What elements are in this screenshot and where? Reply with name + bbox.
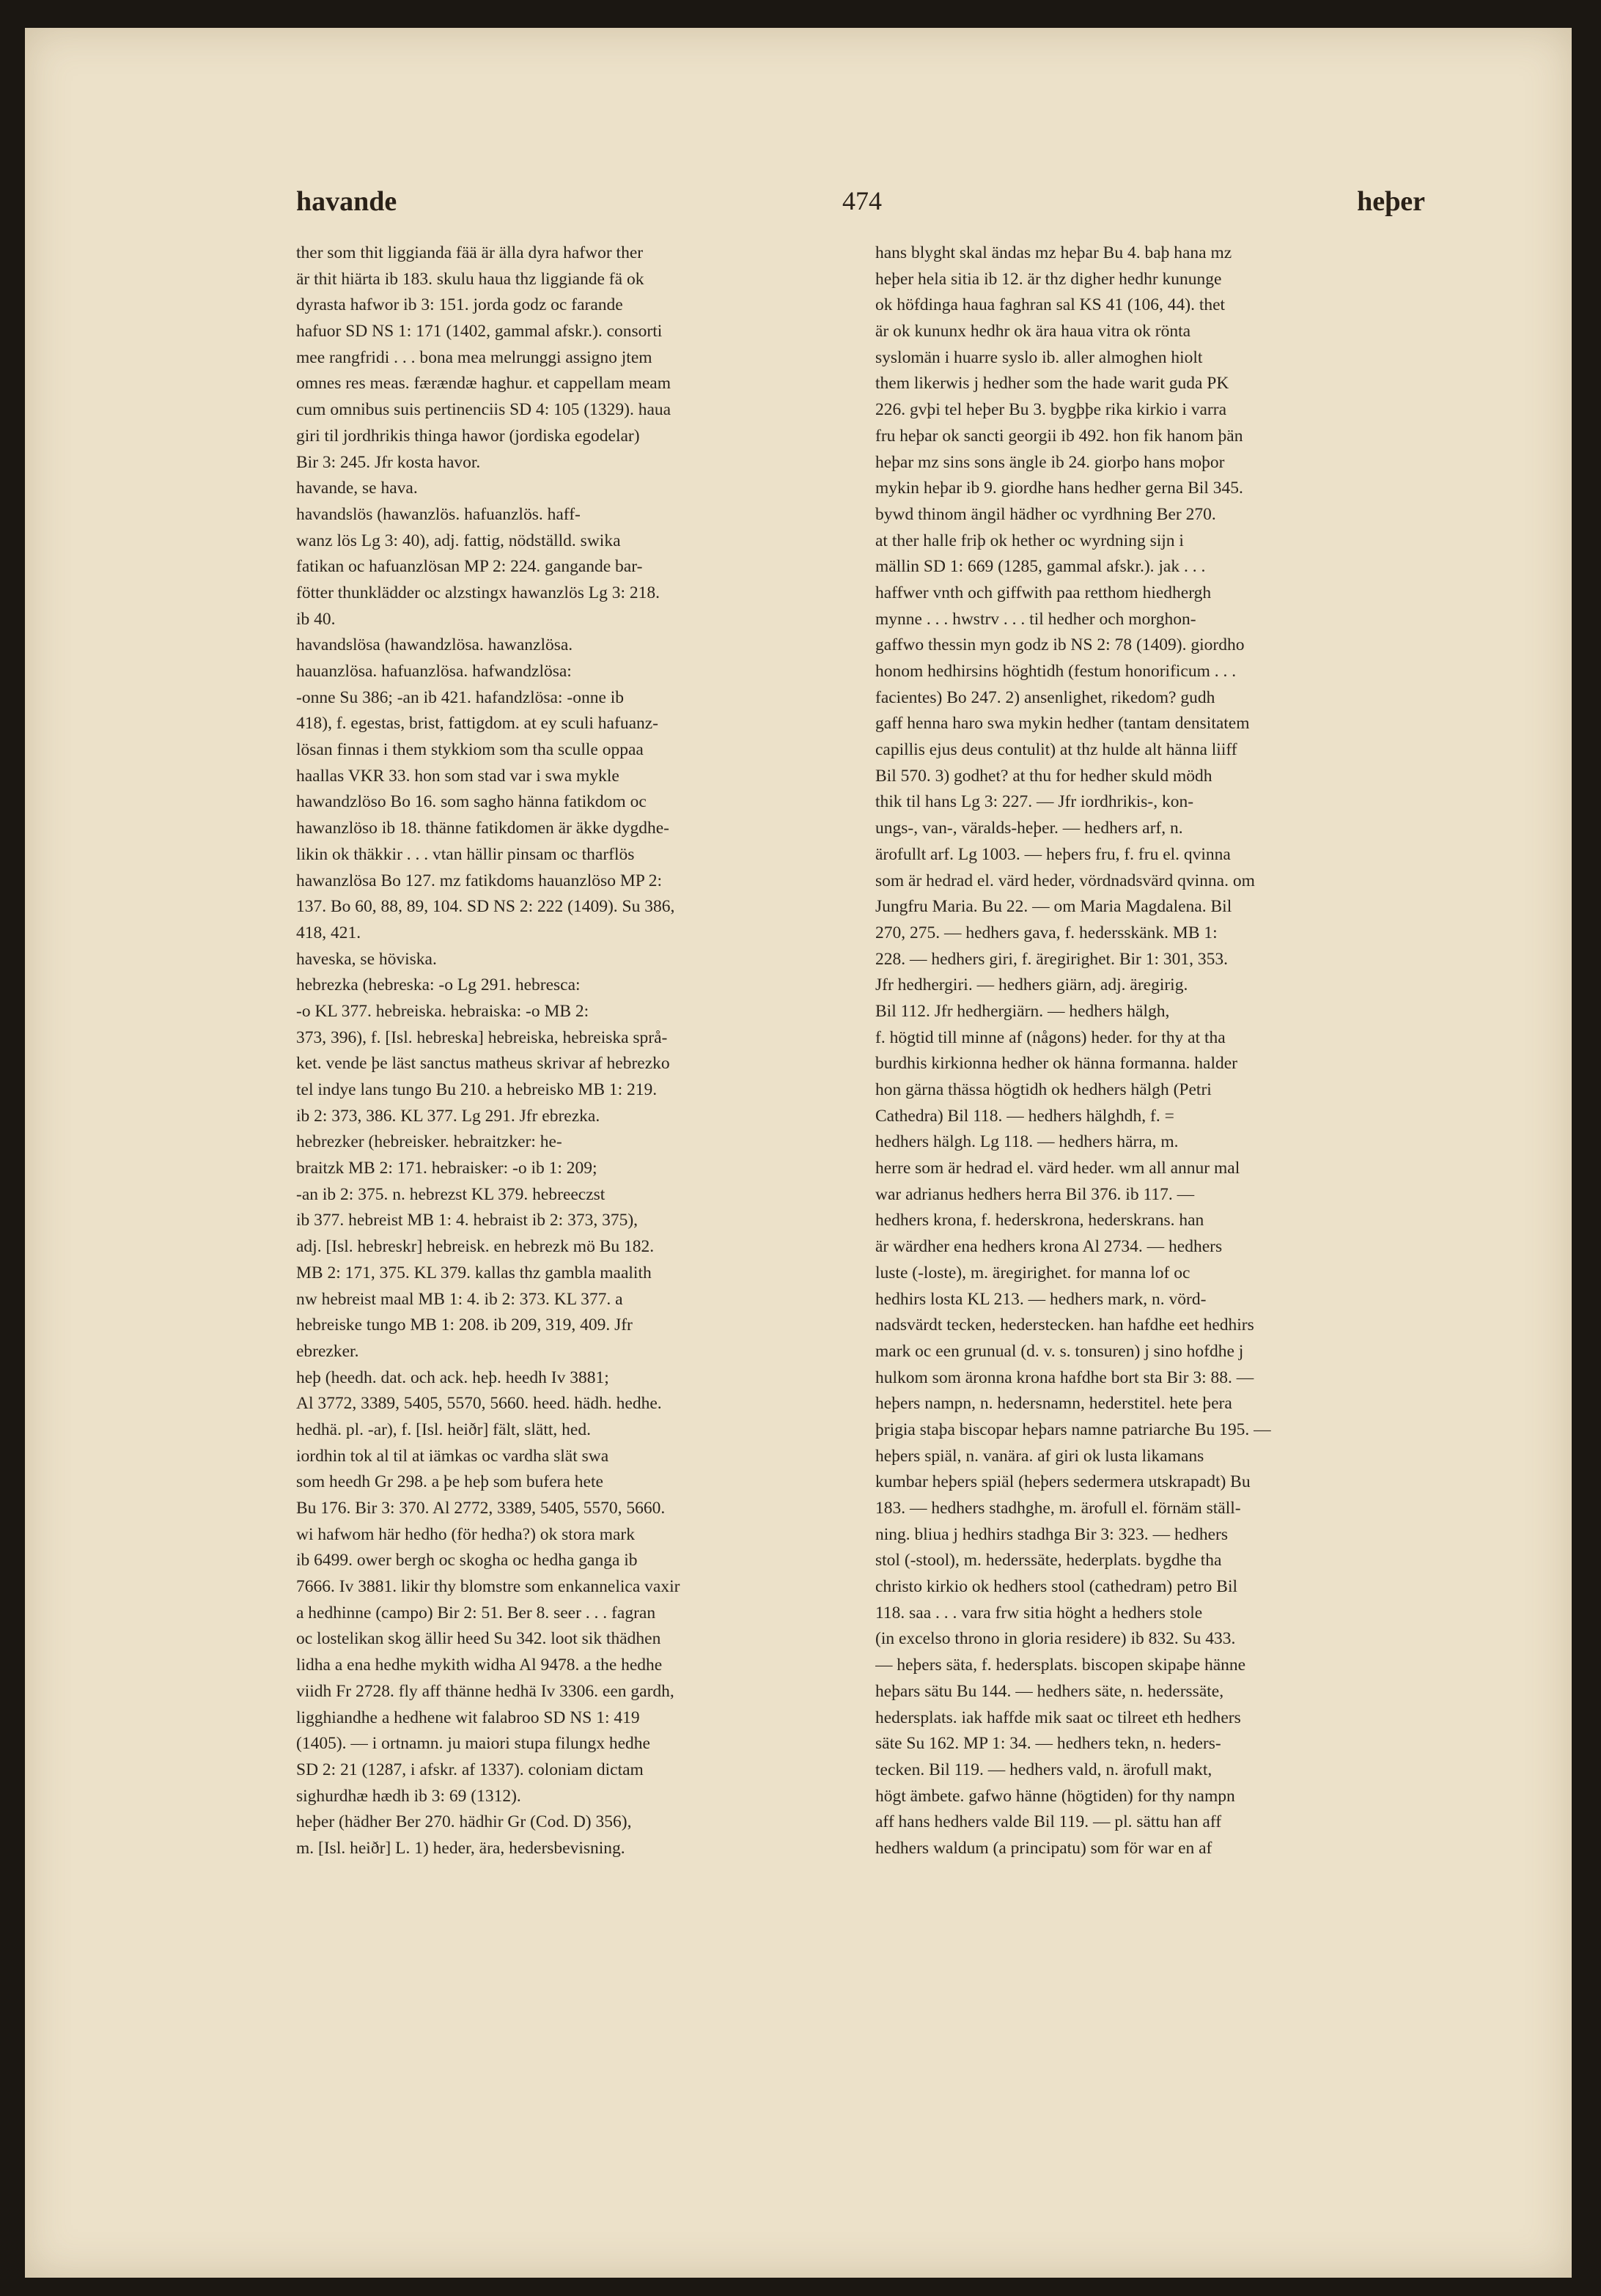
text-line: tel indye lans tungo Bu 210. a hebreisko MB 1: 219. [296, 1080, 658, 1099]
running-header [25, 185, 1572, 229]
text-line: fötter thunklädder oc alzstingx hawanzlös Lg 3: 218. [296, 583, 660, 602]
text-line: haffwer vnth och giffwith paa retthom hiedhergh [875, 583, 1212, 602]
text-line: war adrianus hedhers herra Bil 376. ib 117. — [875, 1184, 1195, 1204]
text-line: herre som är hedrad el. värd heder. wm all annur mal [875, 1159, 1240, 1178]
text-line: heþer (hädher Ber 270. hädhir Gr (Cod. D) 356), [296, 1812, 632, 1832]
text-line: m. [Isl. heiðr] L. 1) heder, ära, hedersbevisning. [296, 1838, 625, 1858]
text-line: them likerwis j hedher som the hade warit guda PK [875, 374, 1229, 394]
dictionary-page [25, 28, 1572, 2278]
text-line: 7666. Iv 3881. likir thy blomstre som enkannelica vaxir [296, 1577, 680, 1597]
text-line: ib 2: 373, 386. KL 377. Lg 291. Jfr ebrezka. [296, 1106, 600, 1126]
text-line: þrigia staþa biscopar heþars namne patriarche Bu 195. — [875, 1420, 1271, 1439]
text-line: är wärdher ena hedhers krona Al 2734. — hedhers [875, 1237, 1223, 1257]
text-line: (1405). — i ortnamn. ju maiori stupa filungx hedhe [296, 1734, 650, 1754]
text-line: oc lostelikan skog ällir heed Su 342. loot sik thädhen [296, 1629, 661, 1649]
page-number: 474 [842, 186, 882, 215]
text-line: hebreiske tungo MB 1: 208. ib 209, 319, 409. Jfr [296, 1315, 633, 1335]
text-line: hulkom som äronna krona hafdhe bort sta Bir 3: 88. — [875, 1367, 1254, 1387]
text-line: gaffwo thessin myn godz ib NS 2: 78 (1409). giordho [875, 635, 1245, 655]
text-line: 137. Bo 60, 88, 89, 104. SD NS 2: 222 (1409). Su 386, [296, 897, 675, 917]
text-line: 373, 396), f. [Isl. hebreska] hebreiska, hebreiska språ- [296, 1027, 668, 1047]
text-line: 228. — hedhers giri, f. äregirighet. Bir 1: 301, 353. [875, 949, 1229, 969]
text-line: ungs-, van-, väralds-heþer. — hedhers arf, n. [875, 819, 1183, 838]
text-line: wi hafwom här hedho (för hedha?) ok stora mark [296, 1524, 636, 1544]
text-line: likin ok thäkkir . . . vtan hällir pinsam oc tharflös [296, 844, 635, 864]
text-line: är thit hiärta ib 183. skulu haua thz liggiande fä ok [296, 269, 644, 289]
text-line: hebrezka (hebreska: -o Lg 291. hebresca: [296, 975, 581, 995]
text-line: säte Su 162. MP 1: 34. — hedhers tekn, n. heders- [875, 1734, 1221, 1754]
text-line: hedhä. pl. -ar), f. [Isl. heiðr] fält, slätt, hed. [296, 1420, 591, 1439]
text-line: 118. saa . . . vara frw sitia höght a hedhers stole [875, 1603, 1203, 1623]
text-line: som är hedrad el. värd heder, vördnadsvärd qvinna. om [875, 871, 1255, 890]
text-line: f. högtid till minne af (någons) heder. for thy at tha [875, 1027, 1226, 1047]
text-line: mällin SD 1: 669 (1285, gammal afskr.). jak . . . [875, 557, 1206, 577]
text-line: a hedhinne (campo) Bir 2: 51. Ber 8. seer . . . fagran [296, 1603, 656, 1623]
text-line: Bir 3: 245. Jfr kosta havor. [296, 452, 481, 472]
text-line: nadsvärdt tecken, hederstecken. han hafdhe eet hedhirs [875, 1315, 1254, 1335]
text-line: hebrezker (hebreisker. hebraitzker: he- [296, 1132, 562, 1152]
text-line: capillis ejus deus contulit) at thz hulde alt hänna liiff [875, 740, 1237, 760]
text-line: Bu 176. Bir 3: 370. Al 2772, 3389, 5405, 5570, 5660. [296, 1499, 666, 1518]
text-line: havandslös (hawanzlös. hafuanzlös. haff- [296, 504, 581, 524]
text-line: adj. [Isl. hebreskr] hebreisk. en hebrezk mö Bu 182. [296, 1237, 655, 1257]
text-line: heþar mz sins sons ängle ib 24. giorþo hans moþor [875, 452, 1225, 472]
text-line: ok höfdinga haua faghran sal KS 41 (106, 44). thet [875, 295, 1226, 315]
text-line: hedhers krona, f. hederskrona, hederskrans. han [875, 1211, 1204, 1230]
text-line: är ok kununx hedhr ok ära haua vitra ok rönta [875, 322, 1191, 342]
text-line: haallas VKR 33. hon som stad var i swa mykle [296, 766, 619, 786]
text-line: mykin heþar ib 9. giordhe hans hedher gerna Bil 345. [875, 479, 1243, 498]
text-line: heþers spiäl, n. vanära. af giri ok lusta likamans [875, 1446, 1204, 1466]
text-line: hans blyght skal ändas mz heþar Bu 4. baþ hana mz [875, 243, 1232, 262]
text-line: heþars sätu Bu 144. — hedhers säte, n. hederssäte, [875, 1681, 1224, 1701]
text-line: Al 3772, 3389, 5405, 5570, 5660. heed. hädh. hedhe. [296, 1394, 662, 1414]
text-line: ebrezker. [296, 1341, 359, 1361]
text-line: som heedh Gr 298. a þe heþ som bufera hete [296, 1472, 603, 1492]
text-line: syslomän i huarre syslo ib. aller almoghen hiolt [875, 347, 1203, 367]
text-line: nw hebreist maal MB 1: 4. ib 2: 373. KL 377. a [296, 1289, 623, 1309]
left-column [296, 240, 872, 1862]
text-line: SD 2: 21 (1287, i afskr. af 1337). coloniam dictam [296, 1760, 644, 1779]
text-line: ib 377. hebreist MB 1: 4. hebraist ib 2: 373, 375), [296, 1211, 638, 1230]
text-line: aff hans hedhers valde Bil 119. — pl. sättu han aff [875, 1812, 1222, 1832]
text-line: Bil 112. Jfr hedhergiärn. — hedhers hälgh, [875, 1001, 1170, 1021]
text-line: giri til jordhrikis thinga hawor (jordiska egodelar) [296, 426, 640, 446]
text-line: ket. vende þe läst sanctus matheus skrivar af hebrezko [296, 1054, 670, 1074]
text-line: luste (-loste), m. äregirighet. for manna lof oc [875, 1263, 1190, 1282]
text-line: ib 40. [296, 609, 336, 629]
text-line: facientes) Bo 247. 2) ansenlighet, rikedom? gudh [875, 687, 1215, 707]
text-line: braitzk MB 2: 171. hebraisker: -o ib 1: 209; [296, 1159, 597, 1178]
text-line: burdhis kirkionna hedher ok hänna formanna. halder [875, 1054, 1237, 1074]
text-line: Jfr hedhergiri. — hedhers giärn, adj. äregirig. [875, 975, 1188, 995]
text-line: heþers nampn, n. hedersnamn, hederstitel. hete þera [875, 1394, 1232, 1414]
text-line: hedhirs losta KL 213. — hedhers mark, n. vörd- [875, 1289, 1207, 1309]
text-line: ligghiandhe a hedhene wit falabroo SD NS 1: 419 [296, 1708, 640, 1727]
text-line: at ther halle friþ ok hether oc wyrdning sijn i [875, 531, 1184, 550]
text-line: heþ (heedh. dat. och ack. heþ. heedh Iv 3881; [296, 1367, 609, 1387]
text-line: MB 2: 171, 375. KL 379. kallas thz gambla maalith [296, 1263, 652, 1282]
text-line: mynne . . . hwstrv . . . til hedher och morghon- [875, 609, 1196, 629]
text-line: — heþers säta, f. hedersplats. biscopen skipaþe hänne [875, 1655, 1246, 1675]
right-headword: heþer [1357, 186, 1425, 217]
text-line: sighurdhæ hædh ib 3: 69 (1312). [296, 1786, 521, 1806]
right-column [875, 240, 1451, 1862]
text-line: havandslösa (hawandzlösa. hawanzlösa. [296, 635, 573, 655]
text-line: 183. — hedhers stadhghe, m. ärofull el. förnäm ställ- [875, 1499, 1241, 1518]
text-line: stol (-stool), m. hederssäte, hederplats. bygdhe tha [875, 1551, 1222, 1570]
text-line: dyrasta hafwor ib 3: 151. jorda godz oc farande [296, 295, 623, 315]
text-line: havande, se hava. [296, 479, 418, 498]
text-line: (in excelso throno in gloria residere) ib 832. Su 433. [875, 1629, 1236, 1649]
text-line: bywd thinom ängil hädher oc vyrdhning Ber 270. [875, 504, 1216, 524]
text-line: lidha a ena hedhe mykith widha Al 9478. a the hedhe [296, 1655, 663, 1675]
text-line: hedhers hälgh. Lg 118. — hedhers härra, m. [875, 1132, 1179, 1152]
text-line: gaff henna haro swa mykin hedher (tantam densitatem [875, 714, 1250, 734]
text-line: haveska, se höviska. [296, 949, 437, 969]
text-line: thik til hans Lg 3: 227. — Jfr iordhrikis-, kon- [875, 792, 1194, 812]
text-line: hauanzlösa. hafuanzlösa. hafwandzlösa: [296, 662, 572, 681]
text-line: -an ib 2: 375. n. hebrezst KL 379. hebreeczst [296, 1184, 606, 1204]
text-line: -onne Su 386; -an ib 421. hafandzlösa: -onne ib [296, 687, 625, 707]
text-line: Bil 570. 3) godhet? at thu for hedher skuld mödh [875, 766, 1212, 786]
text-line: hedersplats. iak haffde mik saat oc tilreet eth hedhers [875, 1708, 1241, 1727]
text-line: wanz lös Lg 3: 40), adj. fattig, nödställd. swika [296, 531, 621, 550]
text-line: ib 6499. ower bergh oc skogha oc hedha ganga ib [296, 1551, 638, 1570]
text-line: 418, 421. [296, 923, 361, 942]
text-line: heþer hela sitia ib 12. är thz digher hedhr kununge [875, 269, 1222, 289]
text-line: ärofullt arf. Lg 1003. — heþers fru, f. fru el. qvinna [875, 844, 1231, 864]
text-line: viidh Fr 2728. fly aff thänne hedhä Iv 3306. een gardh, [296, 1681, 674, 1701]
text-line: ning. bliua j hedhirs stadhga Bir 3: 323. — hedhers [875, 1524, 1229, 1544]
text-line: mee rangfridi . . . bona mea melrunggi assigno jtem [296, 347, 652, 367]
text-line: lösan finnas i them stykkiom som tha sculle oppaa [296, 740, 644, 760]
text-line: fru heþar ok sancti georgii ib 492. hon fik hanom þän [875, 426, 1243, 446]
text-line: Cathedra) Bil 118. — hedhers hälghdh, f. = [875, 1106, 1174, 1126]
text-line: honom hedhirsins höghtidh (festum honorificum . . . [875, 662, 1237, 681]
text-line: hawanzlösa Bo 127. mz fatikdoms hauanzlöso MP 2: [296, 871, 663, 890]
text-line: christo kirkio ok hedhers stool (cathedram) petro Bil [875, 1577, 1238, 1597]
text-line: Jungfru Maria. Bu 22. — om Maria Magdalena. Bil [875, 897, 1232, 917]
text-line: mark oc een grunual (d. v. s. tonsuren) j sino hofdhe j [875, 1341, 1244, 1361]
text-line: hawandzlöso Bo 16. som sagho hänna fatikdom oc [296, 792, 647, 812]
text-line: 270, 275. — hedhers gava, f. hedersskänk. MB 1: [875, 923, 1218, 942]
text-line: 226. gvþi tel heþer Bu 3. bygþþe rika kirkio i varra [875, 400, 1227, 420]
text-line: hafuor SD NS 1: 171 (1402, gammal afskr.). consorti [296, 322, 663, 342]
text-line: hawanzlöso ib 18. thänne fatikdomen är äkke dygdhe- [296, 819, 670, 838]
text-line: hedhers waldum (a principatu) som för war en af [875, 1838, 1212, 1858]
text-line: högt ämbete. gafwo hänne (högtiden) for thy nampn [875, 1786, 1235, 1806]
text-line: cum omnibus suis pertinenciis SD 4: 105 (1329). haua [296, 400, 671, 420]
text-line: tecken. Bil 119. — hedhers vald, n. ärofull makt, [875, 1760, 1212, 1779]
text-line: kumbar heþers spiäl (heþers sedermera utskrapadt) Bu [875, 1472, 1251, 1492]
text-line: 418), f. egestas, brist, fattigdom. at ey sculi hafuanz- [296, 714, 659, 734]
text-line: iordhin tok al til at iämkas oc vardha slät swa [296, 1446, 609, 1466]
text-line: fatikan oc hafuanzlösan MP 2: 224. gangande bar- [296, 557, 643, 577]
text-line: omnes res meas. færændæ haghur. et cappellam meam [296, 374, 671, 394]
text-line: -o KL 377. hebreiska. hebraiska: -o MB 2: [296, 1001, 589, 1021]
text-line: hon gärna thässa högtidh ok hedhers hälgh (Petri [875, 1080, 1212, 1099]
left-headword: havande [296, 186, 397, 217]
text-line: ther som thit liggianda fää är älla dyra hafwor ther [296, 243, 644, 262]
